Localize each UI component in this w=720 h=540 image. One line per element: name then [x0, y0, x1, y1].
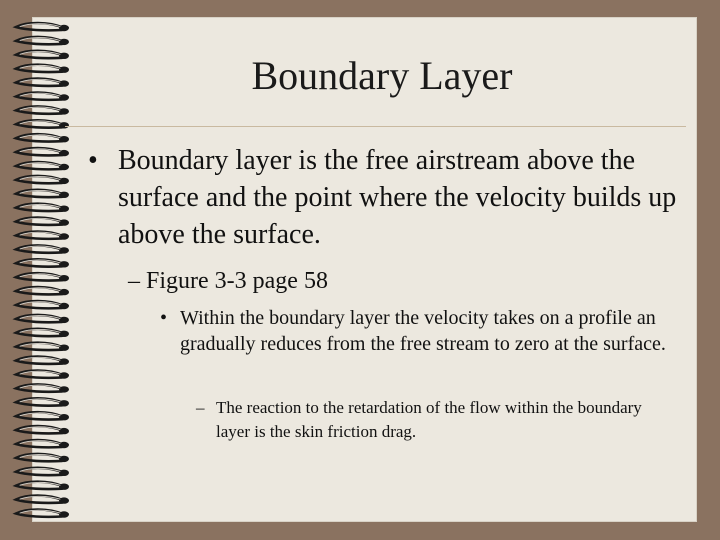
bullet-level-1 [88, 142, 688, 253]
binding-ring [16, 37, 69, 45]
binding-ring [16, 329, 69, 337]
bullet-text: The reaction to the retardation of the flow within the boundary layer is the skin friction drag. [216, 398, 642, 441]
binding-ring [16, 357, 69, 365]
bullet-level-3 [160, 305, 688, 357]
binding-ring [16, 426, 69, 434]
title-divider [65, 126, 686, 127]
binding-ring [16, 120, 69, 128]
binding-ring [16, 23, 69, 31]
binding-ring [16, 412, 69, 420]
binding-ring [16, 204, 69, 212]
binding-ring [16, 259, 69, 267]
binding-ring [16, 148, 69, 156]
binding-ring [16, 134, 69, 142]
binding-ring [16, 273, 69, 281]
binding-ring [16, 482, 69, 490]
binding-ring [16, 468, 69, 476]
bullet-marker: • [88, 145, 98, 176]
binding-ring [16, 106, 69, 114]
binding-ring [16, 162, 69, 170]
binding-ring [16, 398, 69, 406]
binding-ring [16, 176, 69, 184]
slide-title: Boundary Layer [251, 53, 513, 98]
bullet-text: Boundary layer is the free airstream above the surface and the point where the velocity builds up above the surface. [118, 145, 677, 250]
binding-ring [16, 496, 69, 504]
binding-ring [16, 510, 69, 518]
binding-ring [16, 301, 69, 309]
binding-ring [16, 190, 69, 198]
binding-ring [16, 384, 69, 392]
bullet-marker: • [160, 307, 168, 329]
bullet-text: – Figure 3-3 page 58 [128, 268, 328, 294]
binding-ring [16, 218, 69, 226]
bullet-marker: – [196, 398, 205, 417]
binding-ring [16, 371, 69, 379]
binding-ring [16, 232, 69, 240]
bullet-text: Within the boundary layer the velocity takes on a profile an gradually reduces from the free stream to zero at the surface. [180, 307, 666, 355]
bullet-level-2 [128, 265, 688, 297]
bullet-level-4 [196, 396, 676, 444]
binding-ring [16, 343, 69, 351]
binding-ring [16, 287, 69, 295]
binding-ring [16, 315, 69, 323]
binding-ring [16, 440, 69, 448]
binding-ring [16, 245, 69, 253]
binding-ring [16, 454, 69, 462]
